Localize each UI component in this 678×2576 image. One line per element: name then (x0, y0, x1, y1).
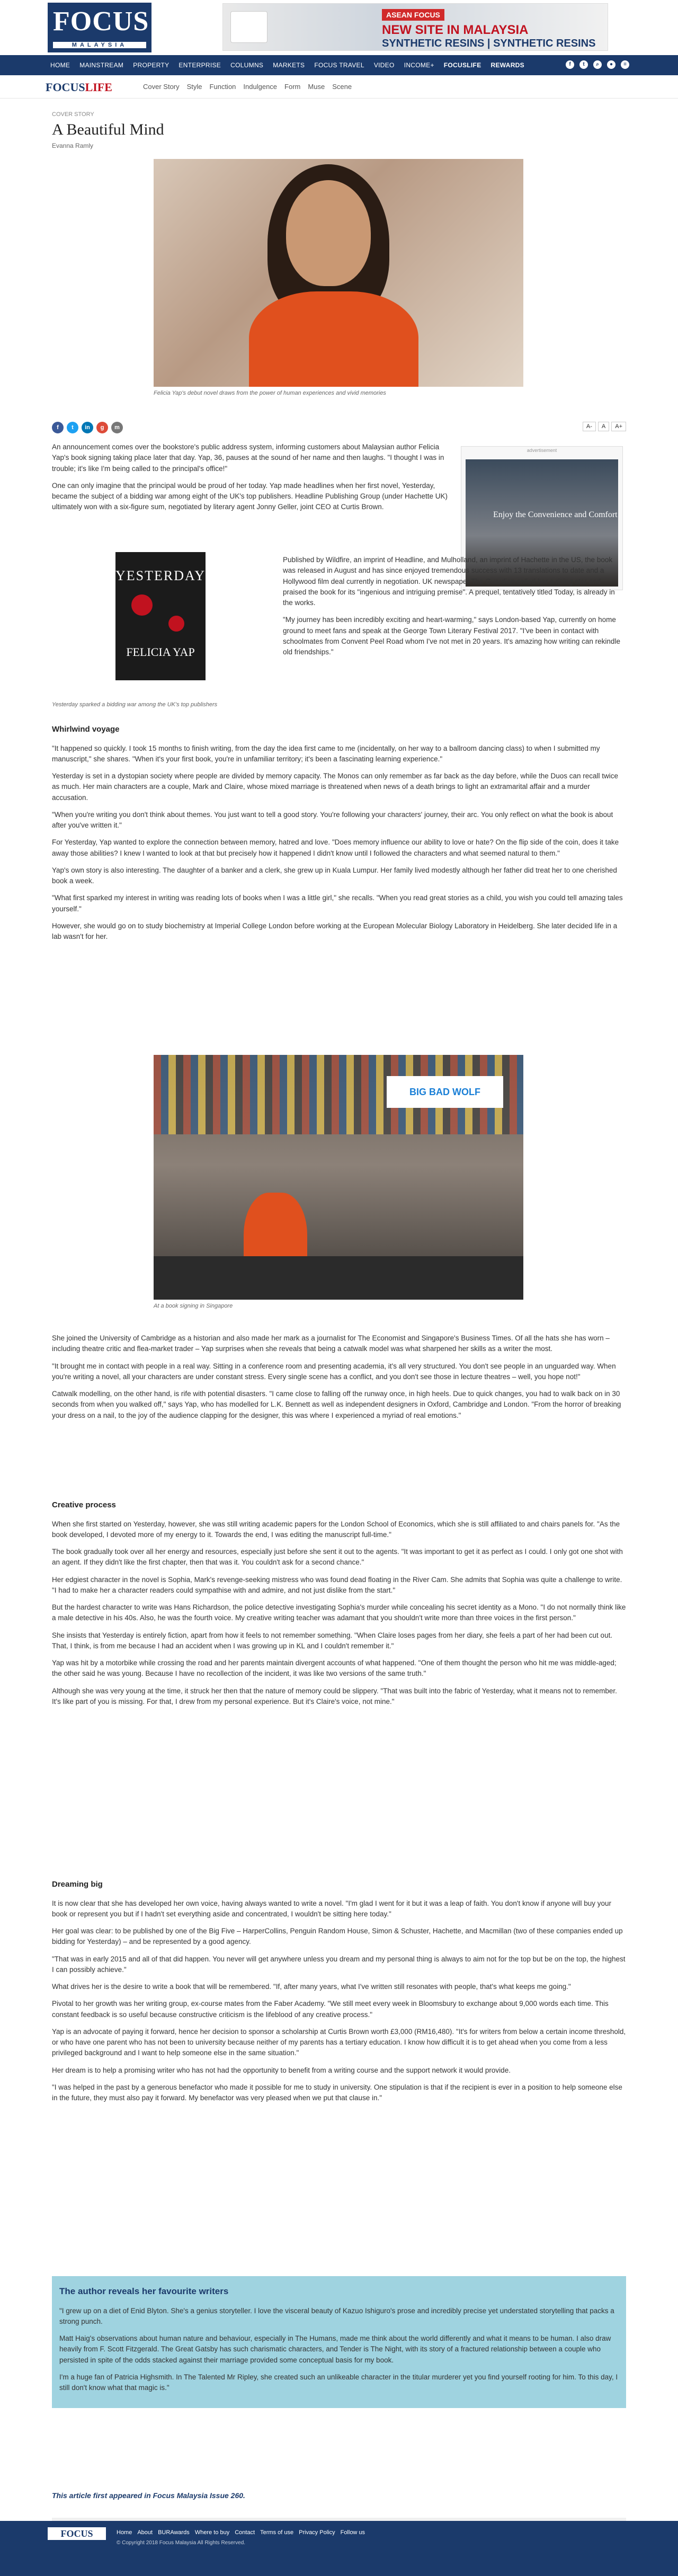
paragraph: Her edgiest character in the novel is Sophia, Mark's revenge-seeking mistress who was found dead floating in the River Cam. She admits that Sophia was quite a challenge to write. "I had to make her a character readers could sympathise with and admire, and not just dislike from the start." (52, 1575, 622, 1594)
main-nav-item[interactable]: FOCUSLIFE (443, 61, 481, 69)
font-size-button[interactable]: A- (583, 422, 596, 431)
main-nav-icons (566, 60, 629, 69)
callout-heading: The author reveals her favourite writers (59, 2286, 229, 2296)
main-nav-item[interactable]: HOME (50, 61, 70, 69)
paragraph: When she first started on Yesterday, however, she was still writing academic papers for the London School of Economics, which she is still affiliated to and chairs panels for. "As the book developed, I devoted more of my energy to it. Towards the end, I was editing the manuscript full-time." (52, 1520, 620, 1539)
paragraph: "I was helped in the past by a generous benefactor who made it possible for me to study in university. One stipulation is that if the recipient is ever in a position to help someone else in the future, they must also pay it forward. My benefactor was very pleased when we put that clause in." (52, 2083, 622, 2102)
ad-subheadline: SYNTHETIC RESINS | SYNTHETIC RESINS (382, 38, 596, 49)
paragraph: Yap is an advocate of paying it forward, hence her decision to sponsor a scholarship at Curtis Brown worth £3,000 (RM16,480). "It's for writers from below a certain income threshold, or who have one parent who has not been to university because neither of my parents has a tertiary education. I know how difficult it is to get ahead when you come from a less privileged background and I want to help someone else in the same situation." (52, 2027, 626, 2057)
footer-link[interactable]: Terms of use (260, 2529, 294, 2536)
paragraph: The book gradually took over all her energy and resources, especially just before she sent it out to the agents. "It was important to get it as perfect as I could. I only got one shot with an agent. If they didn't like the first chapter, then that was it. You couldn't ask for a second chance." (52, 1548, 623, 1567)
section-heading: Dreaming big (52, 1880, 103, 1889)
main-nav (0, 55, 678, 75)
paragraph: Published by Wildfire, an imprint of Headline, and Mulholland, an imprint of Hachette in the US, the book was released in August and has since enjoyed tremendous success with 13 translations to date and a Hollywood film deal currently in negotiation. UK newspaper The Guardian called her a rising star and praised the book for its "ingenious and intriguing premise". A prequel, tentatively titled Today, is already in the works. (283, 556, 615, 607)
side-column-text (283, 555, 622, 664)
article-source-note: This article first appeared in Focus Malaysia Issue 260. (52, 2491, 245, 2500)
paragraph: She insists that Yesterday is entirely fiction, apart from how it feels to not remember something. "When Claire loses pages from her diary, she feels a part of her had been cut out. That, I think, is from me because I had an accident when I was growing up in KL and I couldn't remember it." (52, 1631, 613, 1650)
paragraph: "I grew up on a diet of Enid Blyton. She's a genius storyteller. I love the visceral beauty of Kazuo Ishiguro's prose and incredibly precise yet understated storytelling that packs a strong punch. (59, 2306, 614, 2325)
section-creative (52, 1486, 626, 1713)
book-decoration (131, 594, 153, 616)
book-title: YESTERDAY (115, 568, 206, 583)
brand-part-b: LIFE (85, 81, 112, 94)
menu-icon[interactable]: ≡ (621, 60, 629, 69)
sub-nav (0, 75, 678, 99)
banner-ad[interactable] (222, 3, 608, 51)
footer-link[interactable]: Where to buy (194, 2529, 230, 2536)
hero-face-shape (286, 180, 371, 286)
section-dreaming (52, 1865, 626, 2110)
share-bar (52, 422, 123, 433)
paragraph: "What first sparked my interest in writing was reading lots of books when I was a little girl," she recalls. "When you read great stories as a child, you wish you could tell amazing tales yourself." (52, 894, 623, 913)
main-nav-item[interactable]: COLUMNS (230, 61, 264, 69)
footer-link[interactable]: Home (117, 2529, 132, 2536)
paragraph: Yap's own story is also interesting. The daughter of a banker and a clerk, she grew up in Kuala Lumpur. Her family lived modestly although her father did treat her to one cherished book a week. (52, 866, 617, 885)
font-size-button[interactable]: A+ (611, 422, 626, 431)
twitter-icon[interactable]: t (579, 60, 588, 69)
brand-part-a: FOCUS (46, 81, 85, 94)
user-icon[interactable]: ● (607, 60, 615, 69)
site-logo[interactable] (48, 3, 151, 52)
email-share-icon[interactable]: m (111, 422, 123, 433)
twitter-share-icon[interactable]: t (67, 422, 78, 433)
book-caption: Yesterday sparked a bidding war among the UK's top publishers (52, 701, 218, 708)
sub-nav-item[interactable]: Form (284, 83, 301, 91)
book-cover-image (115, 552, 206, 680)
main-nav-item[interactable]: MAINSTREAM (79, 61, 124, 69)
paragraph: Yap was hit by a motorbike while crossing the road and her parents maintain divergent accounts of what happened. "One of them thought the person who hit me was middle-aged; the other said he was young. Because I have no recollection of the incident, it was like two versions of the same truth." (52, 1659, 617, 1678)
article-author[interactable]: Evanna Ramly (52, 142, 94, 149)
intro-text (52, 442, 449, 519)
main-nav-items (46, 55, 529, 75)
main-nav-item[interactable]: PROPERTY (133, 61, 170, 69)
footer-link[interactable]: About (137, 2529, 153, 2536)
article-title: A Beautiful Mind (52, 121, 164, 138)
hero-caption: Felicia Yap's debut novel draws from the power of human experiences and vivid memories (154, 390, 386, 396)
logo-text: FOCUS (53, 6, 149, 37)
section-heading: Whirlwind voyage (52, 725, 120, 734)
main-nav-item[interactable]: ENTERPRISE (179, 61, 221, 69)
logo-subtext: MALAYSIA (53, 42, 146, 48)
book-author: FELICIA YAP (126, 645, 195, 659)
paragraph: Her dream is to help a promising writer who has not had the opportunity to benefit from a writing course and the support network it would provide. (52, 2066, 511, 2074)
paragraph: One can only imagine that the principal would be proud of her today. Yap made headlines when her first novel, Yesterday, became the subject of a bidding war among eight of the UK's top publishers. Headline Publishing Group (under Hachette UK) ultimately won with a six-figure sum, negotiated by literary agent Jonny Geller, joint CEO at Curtis Brown. (52, 481, 448, 511)
footer-link[interactable]: Privacy Policy (299, 2529, 335, 2536)
ad-badge: ASEAN FOCUS (382, 9, 444, 21)
article-header (52, 111, 627, 149)
paragraph: "My journey has been incredibly exciting and heart-warming," says London-based Yap, currently on home ground to meet fans and speak at the George Town Literary Festival 2017. "I've been in contact with schoolmates from Convent Peel Road whom I've not met in 20 years. It's amazing how writing can rekindle old friendships." (283, 616, 620, 656)
store-sign: BIG BAD WOLF (387, 1076, 503, 1108)
favourite-writers-callout (52, 2276, 626, 2408)
footer-copyright: © Copyright 2018 Focus Malaysia All Rights Reserved. (117, 2540, 246, 2546)
sub-nav-item[interactable]: Style (186, 83, 202, 91)
main-nav-item[interactable]: FOCUS TRAVEL (314, 61, 364, 69)
focuslife-brand[interactable] (46, 81, 112, 94)
main-nav-item[interactable]: REWARDS (490, 61, 524, 69)
paragraph: "It brought me in contact with people in a real way. Sitting in a conference room and presenting academia, it's all very structured. You don't see people in an unguarded way. When you're writing a novel, all your characters are under constant stress. Every single scene has a conflict, and you don't see those in lecture theatres – well, you hope not!" (52, 1362, 616, 1381)
search-icon[interactable]: ⌕ (593, 60, 602, 69)
paragraph: Pivotal to her growth was her writing group, ex-course mates from the Faber Academy. "We still meet every week in Bloomsbury to exchange about 9,000 words each time. This constant feedback is so useful because constructive criticism is the lifeblood of any creative process." (52, 2000, 609, 2019)
site-footer (0, 2521, 678, 2576)
section-heading: Creative process (52, 1500, 116, 1509)
ad-text: Enjoy the Convenience and Comfort (493, 510, 618, 519)
linkedin-share-icon[interactable]: in (82, 422, 93, 433)
main-nav-item[interactable]: INCOME+ (404, 61, 434, 69)
paragraph: Her goal was clear: to be published by one of the Big Five – HarperCollins, Penguin Random House, Simon & Schuster, Hachette, and Macmillan (two of these companies ended up bidding for Yesterday) – and be represented by a good agency. (52, 1927, 623, 1946)
hero-figure (154, 159, 523, 399)
footer-link[interactable]: Follow us (340, 2529, 365, 2536)
book-signing-figure (154, 1055, 523, 1312)
paragraph: It is now clear that she has developed her own voice, having always wanted to write a novel. "I'm glad I went for it but it was a leap of faith. You don't know if anyone will buy your book or represent you but if I hadn't set everything aside and concentrated, I wouldn't be sitting here today." (52, 1899, 612, 1918)
footer-link[interactable]: Contact (235, 2529, 255, 2536)
facebook-share-icon[interactable]: f (52, 422, 64, 433)
facebook-icon[interactable]: f (566, 60, 574, 69)
paragraph: What drives her is the desire to write a book that will be remembered. "If, after many years, what I've written still resonates with people, that's what keeps me going." (52, 1983, 571, 1991)
paragraph: Although she was very young at the time, it struck her then that the nature of memory could be slippery. "That was built into the fabric of Yesterday, what it means not to remember. It's like part of you is missing. For that, I drew from my personal experience. But it's Claire's voice, not mine." (52, 1686, 617, 1706)
paragraph: I'm a huge fan of Patricia Highsmith. In The Talented Mr Ripley, she created such an unlikeable character in the titular murderer yet you find yourself rooting for him. To this day, I still don't know what that magic is." (59, 2373, 618, 2392)
article-kicker[interactable]: COVER STORY (52, 111, 94, 118)
sub-nav-item[interactable]: Indulgence (243, 83, 278, 91)
sub-nav-item[interactable]: Scene (332, 83, 352, 91)
paragraph: Yesterday is set in a dystopian society where people are divided by memory capacity. The Monos can only remember as far back as the day before, while the Duos can recall twice as much. Her main characters are a couple, Mark and Claire, whose mixed marriage is threatened when news of a death brings to light an extramarital affair and a murder accusation. (52, 772, 619, 802)
font-size-controls (583, 422, 626, 431)
paragraph: "It happened so quickly. I took 15 months to finish writing, from the day the idea first came to me (incidentally, on her way to a ballroom dancing class) to when I submitted my manuscript," she shares. "When it's your first book, you're in unfamiliar territory; it's been a fascinating learning experience." (52, 744, 600, 763)
book-decoration (168, 616, 184, 632)
hero-image (154, 159, 523, 387)
sub-nav-item[interactable]: Function (209, 83, 236, 91)
footer-logo[interactable]: FOCUS (48, 2527, 106, 2540)
section-after-photo (52, 1333, 626, 1427)
paragraph: Matt Haig's observations about human nature and behaviour, especially in The Humans, made me think about the world differently and what it means to be human. I also draw heavily from F. Scott Fitzgerald. The Great Gatsby has such charismatic characters, and Tender is The Night, with its story of a fractured relationship between a couple who persisted in spite of the odds stacked against their marriage provided some conceptual basis for my book. (59, 2334, 611, 2364)
sub-nav-item[interactable]: Muse (308, 83, 325, 91)
ad-label: advertisement (527, 448, 557, 453)
book-signing-image (154, 1055, 523, 1300)
paragraph: She joined the University of Cambridge as a historian and also made her mark as a journalist for The Economist and Singapore's Business Times. Of all the hats she has worn – including theatre critic and flea-market trader – Yap surprises when she reveals that being a catwalk model was what sharpened her skills as a writer the most. (52, 1334, 610, 1353)
footer-link[interactable]: BURAwards (158, 2529, 190, 2536)
paragraph: An announcement comes over the bookstore's public address system, informing customers about Malaysian author Felicia Yap's book signing taking place later that day. Yap, 36, pauses at the sound of her name and then laughs. "I thought I was in trouble; it's like I'm being called to the principal's office!" (52, 443, 444, 473)
book-signing-caption: At a book signing in Singapore (154, 1303, 233, 1309)
footer-links (117, 2529, 365, 2536)
top-header (0, 0, 678, 55)
section-whirlwind (52, 710, 626, 948)
paragraph: However, she would go on to study biochemistry at Imperial College London before working at the European Molecular Biology Laboratory in Heidelberg. She later decided life in a lab wasn't for her. (52, 921, 618, 940)
main-nav-item[interactable]: MARKETS (273, 61, 305, 69)
sub-nav-items (143, 83, 352, 91)
paragraph: "That was in early 2015 and all of that did happen. You never will get anywhere unless you dream and my personal thing is always to aim not for the top but be on the top, the highest I can possibly achieve." (52, 1955, 626, 1974)
main-nav-item[interactable]: VIDEO (373, 61, 395, 69)
sub-nav-item[interactable]: Cover Story (143, 83, 180, 91)
ad-product-image (230, 11, 267, 43)
table-shape (154, 1256, 523, 1300)
paragraph: Catwalk modelling, on the other hand, is rife with potential disasters. "I came close to falling off the runway once, in high heels. Due to quick changes, you had to walk back on in 30 seconds from when you walked off," says Yap, who has modelled for L.K. Bennett as well as independent designers in Oxford, Cambridge and London. "From the horror of breaking your dress on a nail, to the joy of the audience clapping for the designer, this was where I experienced a myriad of real emotions." (52, 1390, 621, 1419)
paragraph: "When you're writing you don't think about themes. You just want to tell a good story. You're following your characters' journey, their arc. You only reflect on what the book is about after you've written it." (52, 810, 613, 829)
ad-headline: NEW SITE IN MALAYSIA (382, 23, 529, 37)
font-size-button[interactable]: A (598, 422, 609, 431)
google-share-icon[interactable]: g (96, 422, 108, 433)
hero-dress-shape (249, 291, 418, 387)
paragraph: For Yesterday, Yap wanted to explore the connection between memory, hatred and love. "Does memory influence our ability to love or hate? On the flip side of the coin, does it take away those abilities? I knew I wanted to look at that but precisely how it happened I didn't know until I followed the characters and what seemed natural to them." (52, 838, 619, 857)
paragraph: But the hardest character to write was Hans Richardson, the police detective investigating Sophia's murder while concealing his secret identity as a Mono. "I do not normally think like a male detective in his 40s. Also, he was the fourth voice. My creative writing teacher was adamant that you shouldn't write more than three voices in the first person." (52, 1603, 626, 1622)
